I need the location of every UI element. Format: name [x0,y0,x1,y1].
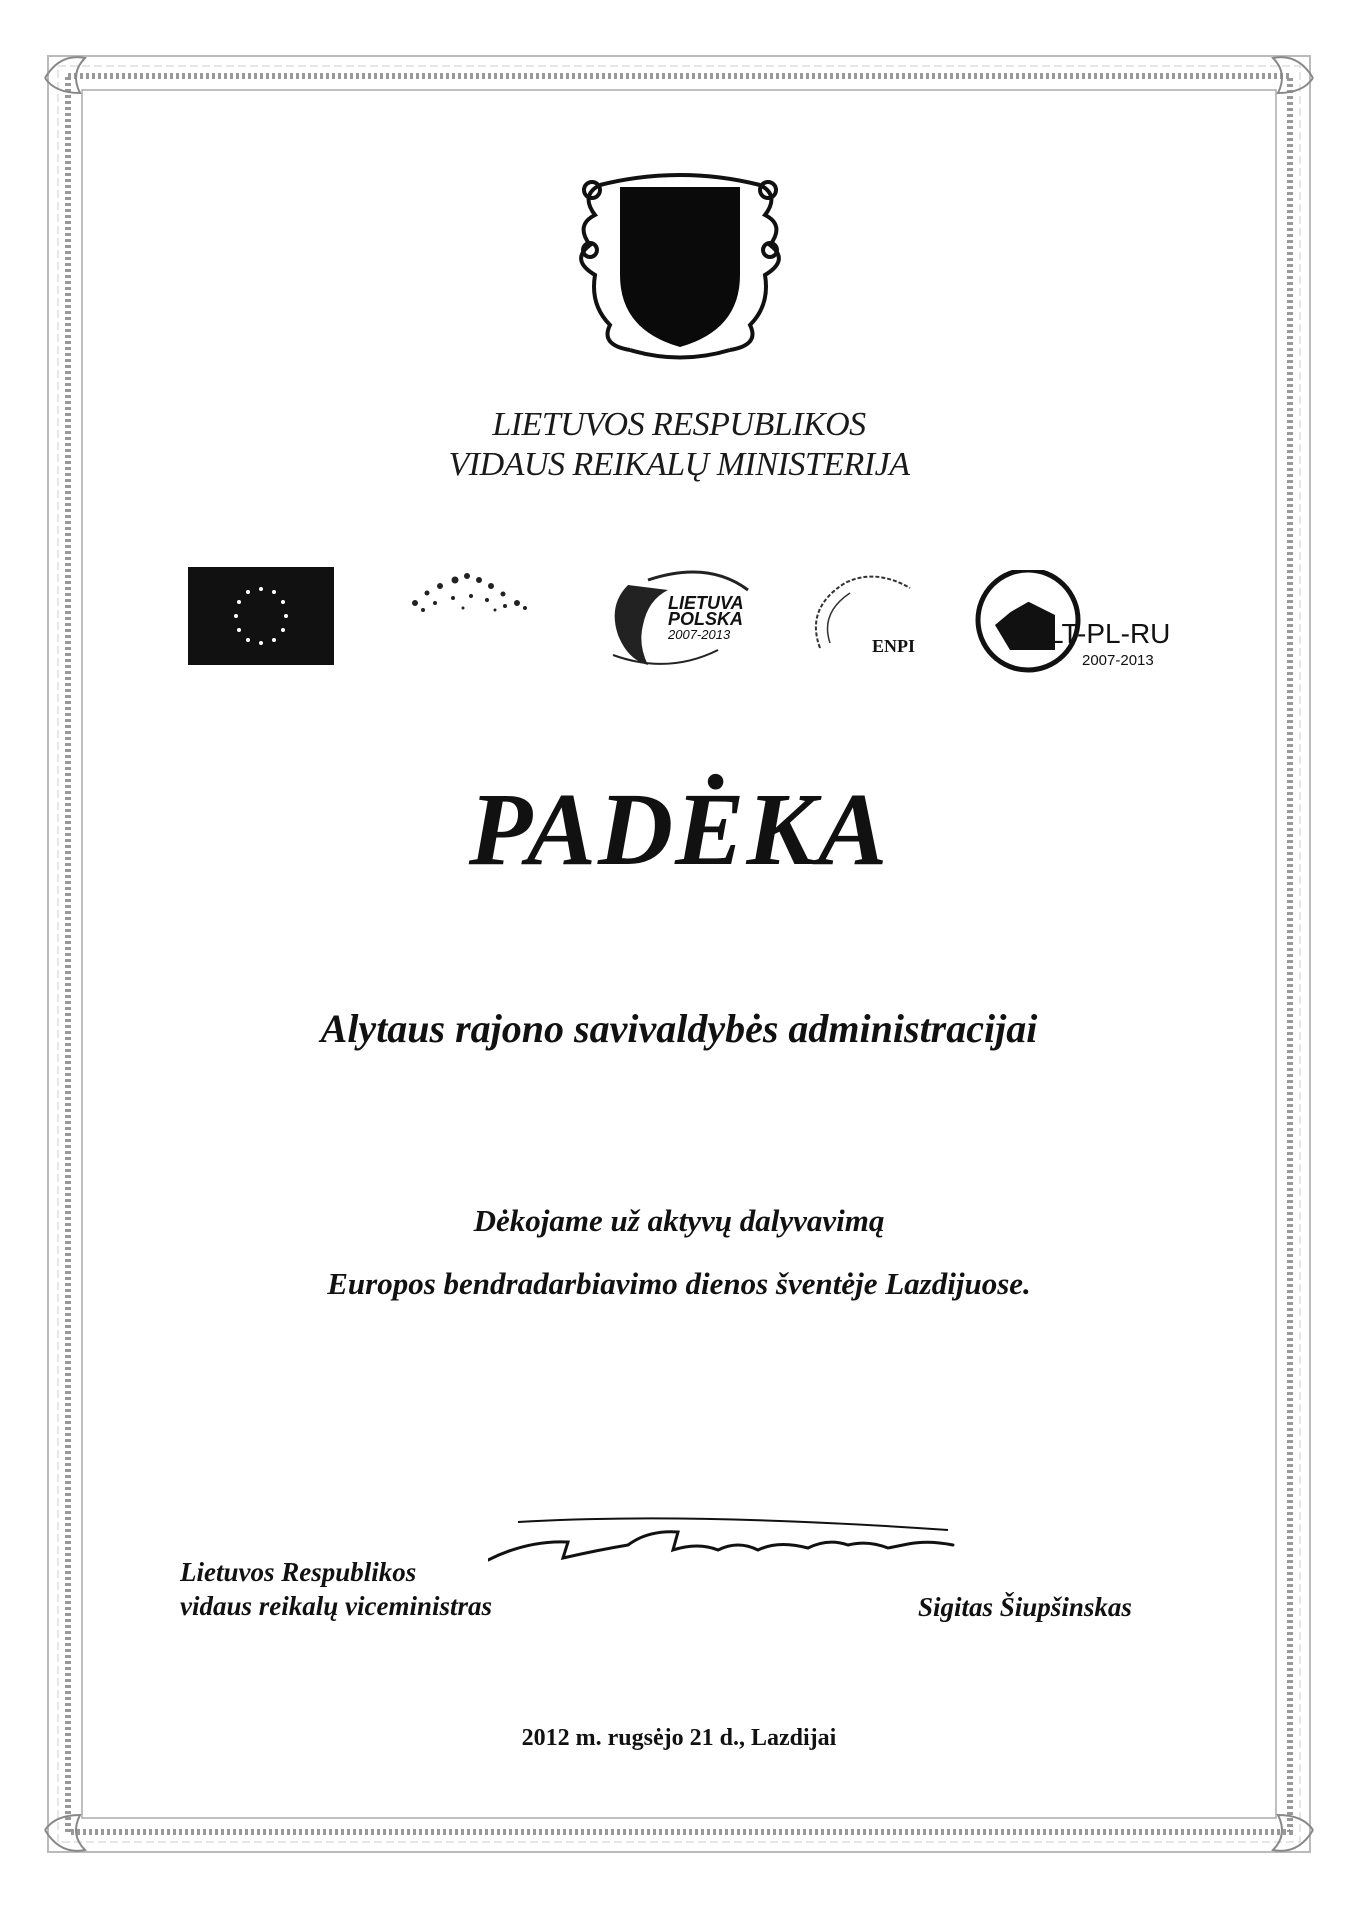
ministry-name [0,405,1358,485]
date-place: 2012 m. rugsėjo 21 d., Lazdijai [521,1725,837,1751]
lt-pl-years: 2007-2013 [668,627,731,642]
message-line-2: Europos bendradarbiavimo dienos šventėje Lazdijuose. [327,1266,1031,1301]
signatory-role-line-2: vidaus reikalų viceministras [180,1591,493,1621]
lt-pl-ru-years: 2007-2013 [1082,652,1154,669]
stars-icon [405,568,535,618]
enpi-label: ENPI [872,636,916,656]
handwritten-signature [488,1510,958,1580]
lietuva-polska-logo [598,565,773,675]
signatory-name: Sigitas Šiupšinskas [918,1592,1132,1622]
signatory-role-line-1: Lietuvos Respublikos [180,1557,417,1587]
message-line-1: Dėkojame už aktyvų dalyvavimą [473,1203,885,1238]
signatory-role [180,1555,492,1623]
lt-pl-ru-logo [970,570,1180,680]
enpi-logo [800,568,950,668]
ministry-line-2: VIDAUS REIKALŲ MINISTERIJA [448,446,910,483]
coat-of-arms-emblem [570,165,790,365]
polska-label: POLSKA [668,609,744,629]
eu-flag-icon [188,567,334,665]
recipient: Alytaus rajono savivaldybės administracijai [320,1006,1038,1051]
lt-pl-ru-label: LT-PL-RU [1048,618,1171,649]
document-title: PADĖKA [468,772,890,887]
lietuva-label: LIETUVA [668,593,744,613]
ministry-line-1: LIETUVOS RESPUBLIKOS [492,406,866,443]
